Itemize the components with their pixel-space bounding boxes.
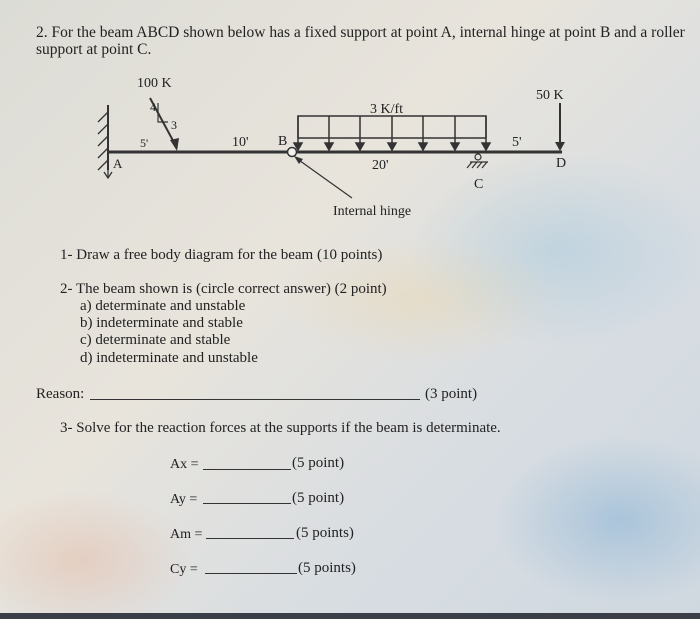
load-100k-arrowhead (170, 138, 179, 151)
answer-ay-points: (5 point) (292, 490, 345, 506)
slope-4-label: 4 (150, 100, 156, 114)
distributed-load-label: 3 K/ft (370, 102, 404, 117)
answer-ay-label: Ay = (170, 492, 198, 507)
length-20ft-label: 20' (372, 158, 389, 173)
reason-label: Reason: (36, 386, 85, 402)
reason-points: (3 point) (425, 386, 478, 402)
option-c[interactable]: c) determinate and stable (80, 332, 231, 348)
option-a[interactable]: a) determinate and unstable (80, 298, 246, 314)
option-d[interactable]: d) indeterminate and unstable (80, 350, 258, 366)
internal-hinge (288, 148, 297, 157)
point-d-label: D (556, 156, 567, 171)
answer-cy-points: (5 points) (298, 560, 356, 576)
hinge-leader-arrowhead (294, 156, 303, 164)
load-50k-label: 50 K (536, 88, 564, 103)
slope-triangle (158, 103, 168, 122)
answer-am-label: Am = (170, 527, 203, 542)
question-3: 3- Solve for the reaction forces at the supports if the beam is determinate. (60, 420, 501, 436)
question-2: 2- The beam shown is (circle correct answer) (2 point) (60, 281, 387, 297)
problem-statement-line-2: support at point C. (36, 41, 152, 58)
option-b[interactable]: b) indeterminate and stable (80, 315, 243, 331)
page-bottom-edge (0, 613, 700, 619)
hinge-leader-line (296, 158, 352, 198)
answer-cy-line[interactable] (205, 573, 297, 574)
roller-support (467, 154, 488, 168)
answer-ax-line[interactable] (203, 469, 291, 470)
load-100k-label: 100 K (137, 76, 172, 91)
question-1: 1- Draw a free body diagram for the beam (10 points) (60, 247, 383, 263)
distributed-load-arrows (294, 116, 490, 150)
point-a-label: A (113, 156, 123, 171)
problem-statement-line-1: 2. For the beam ABCD shown below has a fixed support at point A, internal hinge at point B and a roller (36, 24, 685, 41)
answer-cy-label: Cy = (170, 562, 198, 577)
length-5ft-right-label: 5' (512, 135, 522, 150)
length-5ft-left-label: 5' (140, 136, 149, 150)
answer-am-line[interactable] (206, 538, 294, 539)
answer-am-points: (5 points) (296, 525, 354, 541)
length-10ft-label: 10' (232, 135, 249, 150)
fixed-support-hatching (98, 112, 108, 170)
load-50k-arrowhead (555, 142, 565, 151)
point-c-label: C (474, 177, 484, 192)
answer-ax-points: (5 point) (292, 455, 345, 471)
answer-ay-line[interactable] (203, 503, 291, 504)
slope-3-label: 3 (171, 118, 177, 132)
internal-hinge-label: Internal hinge (333, 204, 412, 219)
point-b-label: B (278, 134, 288, 149)
answer-ax-label: Ax = (170, 457, 199, 472)
reason-answer-line[interactable] (90, 399, 420, 400)
